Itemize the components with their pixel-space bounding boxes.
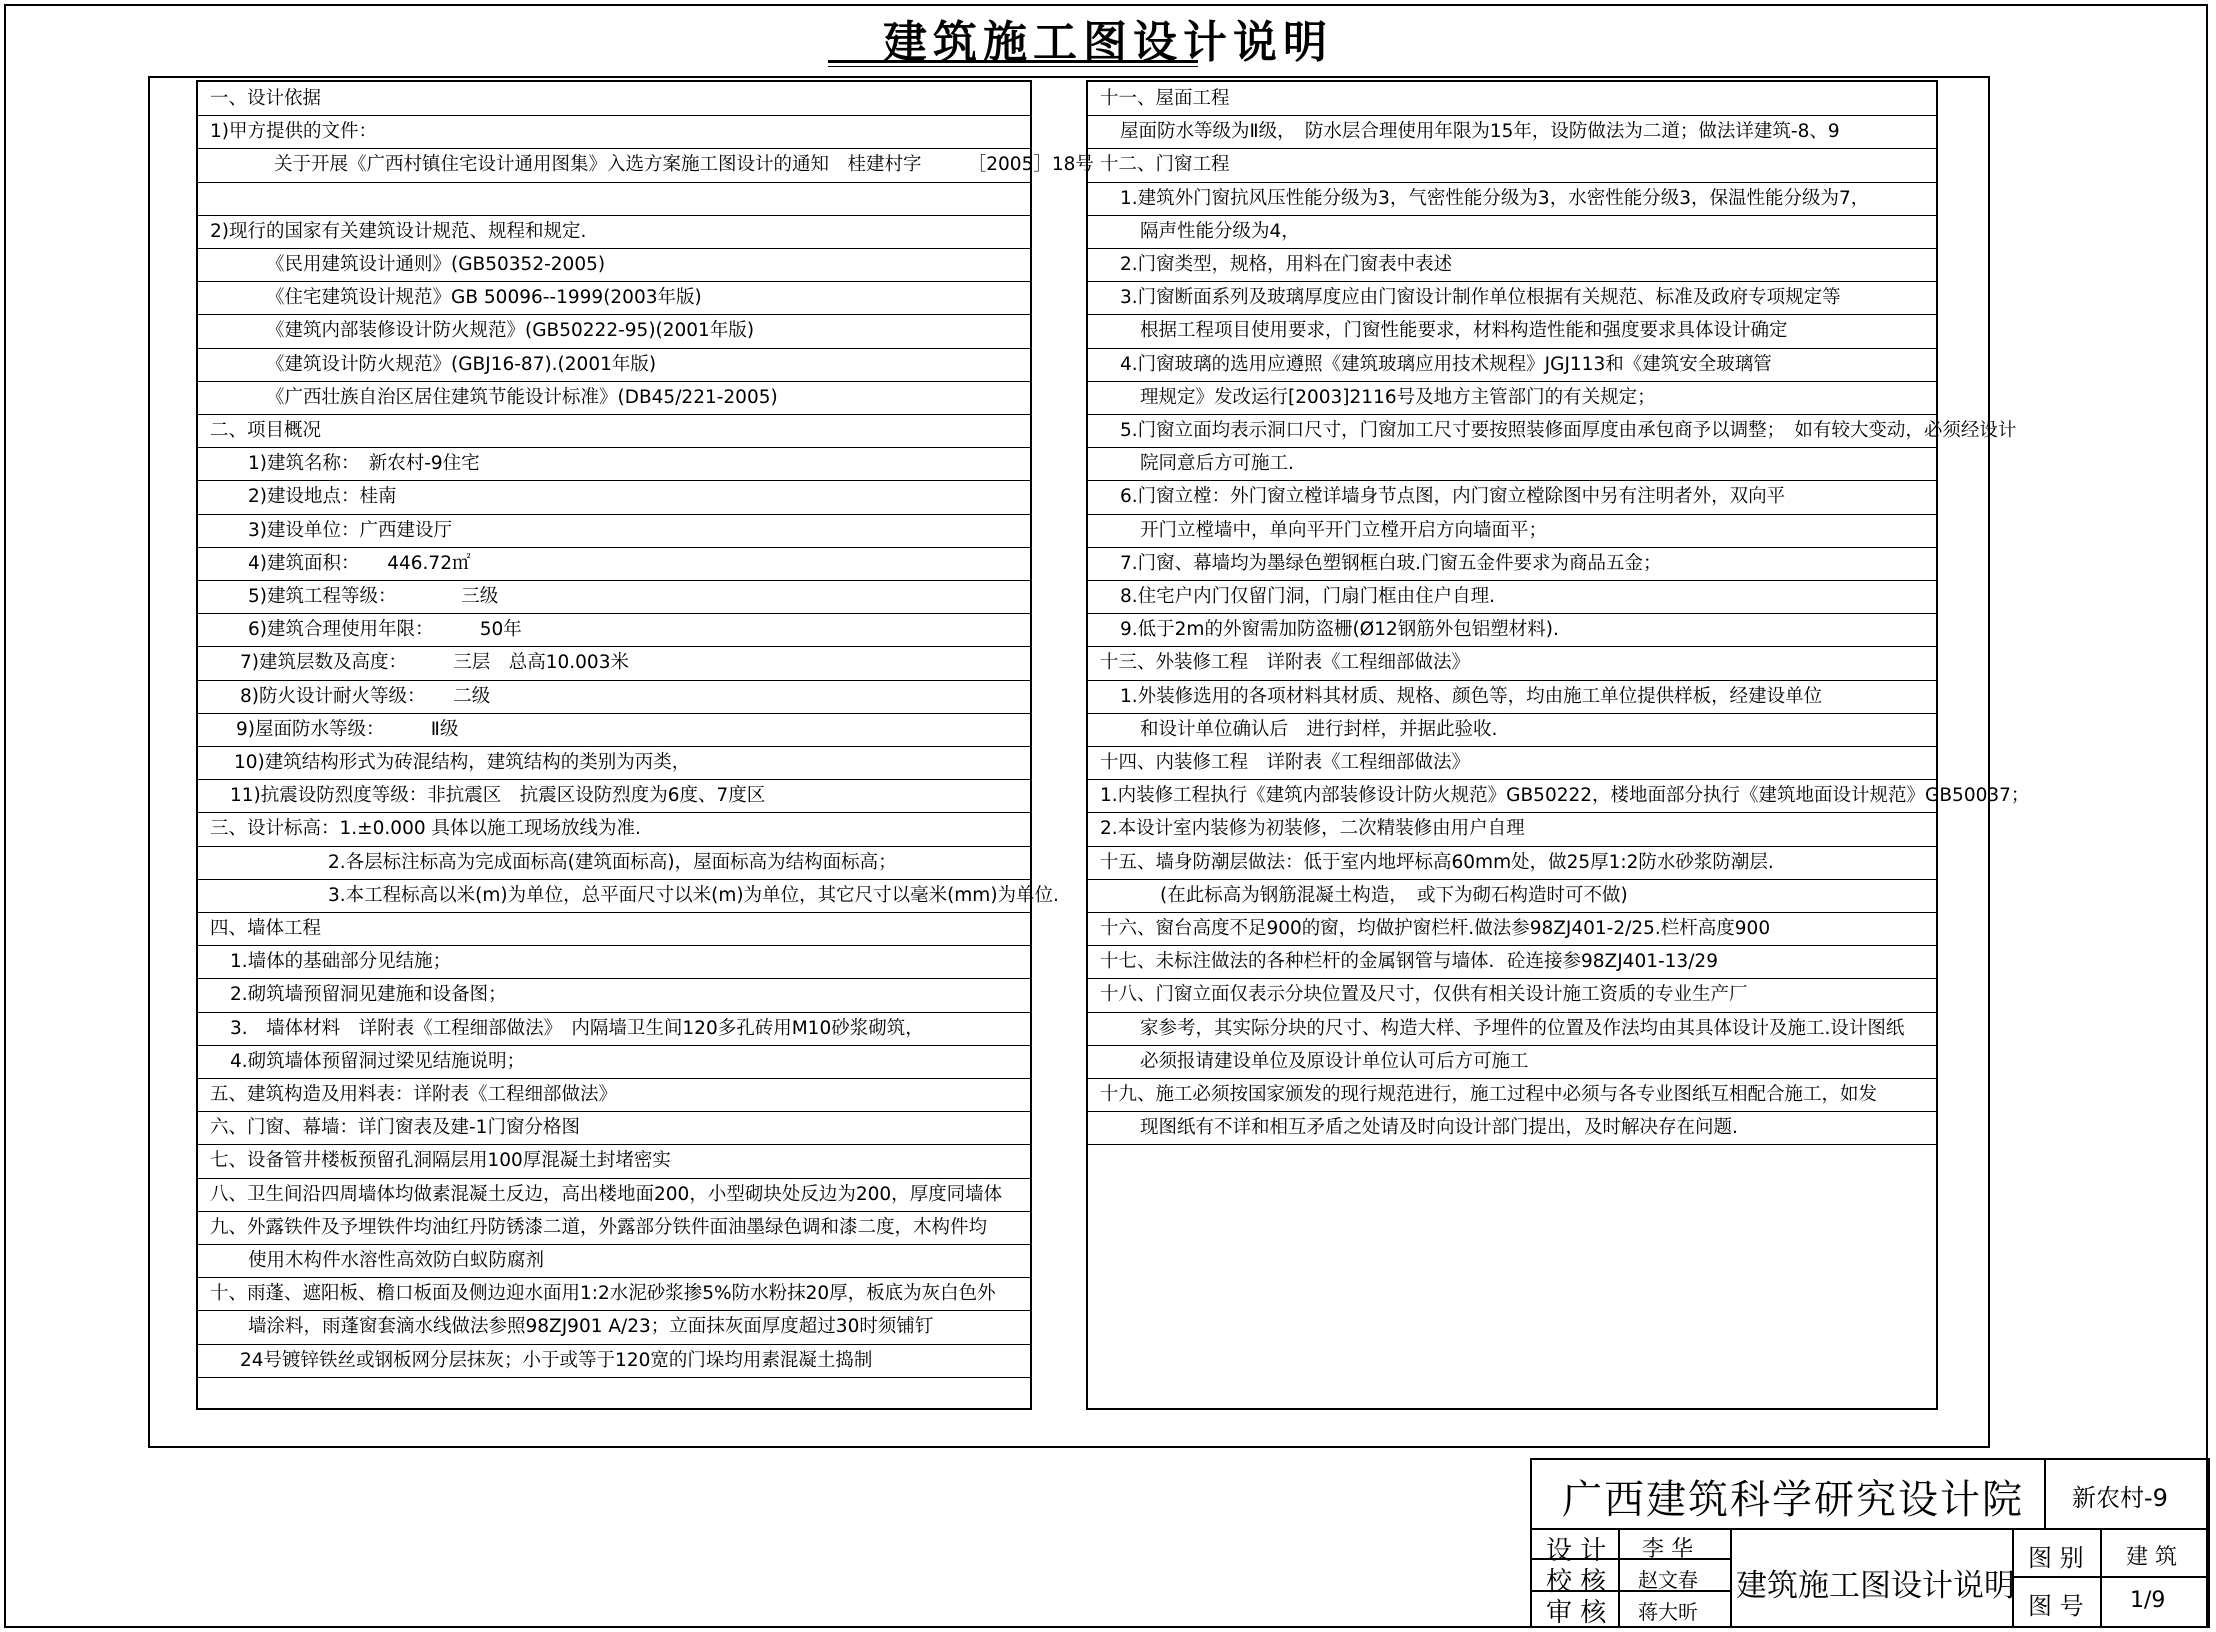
note-text: 使用木构件水溶性高效防白蚁防腐剂 bbox=[248, 1250, 545, 1271]
note-text: 关于开展《广西村镇住宅设计通用图集》入选方案施工图设计的通知 桂建村字 ［2005］18号 bbox=[274, 154, 1094, 176]
note-text: 2)现行的国家有关建筑设计规范、规程和规定. bbox=[210, 220, 587, 242]
note-row bbox=[198, 314, 1030, 348]
note-text: 8.住宅户内门仅留门洞，门扇门框由住户自理. bbox=[1120, 586, 1496, 607]
note-text: 5.门窗立面均表示洞口尺寸，门窗加工尺寸要按照装修面厚度由承包商予以调整； 如有较大变动，必须经设计 bbox=[1120, 420, 2017, 441]
note-text: 五、建筑构造及用料表：详附表《工程细部做法》 bbox=[210, 1084, 618, 1105]
note-text: 3. 墙体材料 详附表《工程细部做法》 内隔墙卫生间120多孔砖用M10砂浆砌筑， bbox=[230, 1017, 924, 1039]
number-value: 1/9 bbox=[2130, 1588, 2166, 1613]
note-row bbox=[198, 1344, 1030, 1378]
note-row bbox=[198, 215, 1030, 249]
note-text: 6.门窗立樘：外门窗立樘详墙身节点图，内门窗立樘除图中另有注明者外，双向平 bbox=[1120, 486, 1786, 508]
note-row bbox=[1088, 414, 2017, 448]
note-text: 2.砌筑墙预留洞见建施和设备图； bbox=[230, 984, 507, 1006]
note-text: 3)建设单位：广西建设厅 bbox=[248, 519, 452, 541]
note-text: 八、卫生间沿四周墙体均做素混凝土反边，高出楼地面200，小型砌块处反边为200，厚度同墙体 bbox=[210, 1183, 1003, 1205]
note-row bbox=[1088, 480, 1936, 514]
note-text: 4.砌筑墙体预留洞过梁见结施说明； bbox=[230, 1050, 526, 1072]
review-name: 蒋大昕 bbox=[1638, 1600, 1698, 1624]
note-text: 1)甲方提供的文件： bbox=[210, 121, 377, 143]
tb-hline bbox=[2012, 1576, 2208, 1578]
note-row bbox=[1088, 945, 1936, 979]
note-text: 9.低于2m的外窗需加防盗栅(Ø12钢筋外包铝塑材料). bbox=[1120, 619, 1559, 641]
note-text: 墙涂料，雨蓬窗套滴水线做法参照98ZJ901 A/23；立面抹灰面厚度超过30时须铺钉 bbox=[248, 1316, 934, 1338]
note-row bbox=[1088, 248, 1936, 282]
note-text: 《建筑内部装修设计防火规范》(GB50222-95)(2001年版) bbox=[266, 320, 755, 342]
note-row bbox=[198, 414, 1030, 448]
note-text: 3.本工程标高以米(m)为单位，总平面尺寸以米(m)为单位，其它尺寸以毫米(mm)为单位. bbox=[328, 884, 1059, 906]
note-row bbox=[1088, 514, 1936, 548]
note-row bbox=[1088, 148, 1936, 182]
note-text: 隔声性能分级为4， bbox=[1140, 220, 1300, 242]
note-text: 开门立樘墙中，单向平开门立樘开启方向墙面平； bbox=[1140, 519, 1548, 541]
note-text: 10)建筑结构形式为砖混结构，建筑结构的类别为丙类， bbox=[234, 752, 691, 773]
left-notes-panel bbox=[196, 80, 1094, 1410]
design-name: 李 华 bbox=[1642, 1537, 1693, 1562]
note-text: 三、设计标高：1.±0.000 具体以施工现场放线为准. bbox=[210, 818, 641, 840]
category-label: 图 别 bbox=[2028, 1544, 2084, 1572]
note-row bbox=[198, 1045, 1030, 1079]
note-row bbox=[1088, 613, 1936, 647]
note-text: (在此标高为钢筋混凝土构造， 或下为砌石构造时可不做) bbox=[1160, 884, 1628, 906]
note-row bbox=[1088, 580, 1936, 614]
check-name: 赵文春 bbox=[1638, 1568, 1698, 1592]
note-text: 《广西壮族自治区居住建筑节能设计标准》(DB45/221-2005) bbox=[266, 386, 778, 408]
note-row bbox=[198, 1211, 1030, 1245]
note-row bbox=[198, 613, 1030, 647]
note-row bbox=[1088, 1111, 1936, 1145]
note-text: 九、外露铁件及予埋铁件均油红丹防锈漆二道，外露部分铁件面油墨绿色调和漆二度，木构件均 bbox=[210, 1216, 988, 1238]
note-row bbox=[198, 1144, 1030, 1178]
note-text: 《民用建筑设计通则》(GB50352-2005) bbox=[266, 254, 606, 275]
note-text: 2.门窗类型，规格，用料在门窗表中表述 bbox=[1120, 254, 1453, 275]
note-row bbox=[1088, 348, 1936, 382]
note-row bbox=[1088, 381, 1936, 415]
note-text: 2)建设地点：桂南 bbox=[248, 486, 397, 508]
note-row bbox=[198, 248, 1030, 282]
note-text: 必须报请建设单位及原设计单位认可后方可施工 bbox=[1140, 1050, 1529, 1072]
note-text: 屋面防水等级为Ⅱ级， 防水层合理使用年限为15年，设防做法为二道；做法详建筑-8、9 bbox=[1120, 121, 1840, 143]
note-text: 11)抗震设防烈度等级：非抗震区 抗震区设防烈度为6度、7度区 bbox=[230, 785, 766, 807]
note-text: 十八、门窗立面仅表示分块位置及尺寸，仅供有相关设计施工资质的专业生产厂 bbox=[1100, 984, 1748, 1006]
note-text: 7.门窗、幕墙均为墨绿色塑钢框白玻.门窗五金件要求为商品五金； bbox=[1120, 552, 1662, 574]
note-row bbox=[1088, 1045, 1936, 1079]
note-text: 1)建筑名称： 新农村-9住宅 bbox=[248, 453, 480, 475]
institute-name: 广西建筑科学研究设计院 bbox=[1562, 1477, 2024, 1523]
note-text: 现图纸有不详和相互矛盾之处请及时向设计部门提出，及时解决存在问题. bbox=[1140, 1117, 1738, 1139]
note-text: 1.内装修工程执行《建筑内部装修设计防火规范》GB50222，楼地面部分执行《建筑地面设计规范》GB50037； bbox=[1100, 785, 2030, 807]
title-underline-thin bbox=[828, 66, 1198, 67]
note-text: 十、雨蓬、遮阳板、檐口板面及侧边迎水面用1:2水泥砂浆掺5%防水粉抹20厚，板底为灰白色外 bbox=[210, 1283, 996, 1305]
note-row bbox=[198, 148, 1094, 182]
note-text: 二、项目概况 bbox=[210, 420, 322, 441]
note-row bbox=[198, 1244, 1030, 1278]
note-text: 十一、屋面工程 bbox=[1100, 88, 1230, 109]
note-row bbox=[198, 812, 1030, 846]
note-row bbox=[1088, 215, 1936, 249]
tb-vline bbox=[1618, 1528, 1620, 1626]
note-row bbox=[198, 879, 1059, 913]
note-row bbox=[198, 514, 1030, 548]
category-value: 建 筑 bbox=[2126, 1545, 2177, 1570]
sheet-title: 建筑施工图设计说明 bbox=[1736, 1568, 2015, 1604]
note-text: 四、墙体工程 bbox=[210, 918, 322, 939]
note-text: 24号镀锌铁丝或钢板网分层抹灰；小于或等于120宽的门垛均用素混凝土捣制 bbox=[240, 1349, 873, 1371]
note-text: 6)建筑合理使用年限： 50年 bbox=[248, 619, 522, 641]
note-row bbox=[198, 547, 1030, 581]
note-row bbox=[198, 115, 1030, 149]
tb-hline bbox=[1532, 1528, 2044, 1530]
note-text: 十三、外装修工程 详附表《工程细部做法》 bbox=[1100, 652, 1471, 674]
note-row bbox=[198, 580, 1030, 614]
tb-hline bbox=[2044, 1528, 2208, 1530]
note-text: 3.门窗断面系列及玻璃厚度应由门窗设计制作单位根据有关规范、标准及政府专项规定等 bbox=[1120, 287, 1841, 309]
note-text: 《住宅建筑设计规范》GB 50096--1999(2003年版) bbox=[266, 287, 702, 309]
note-row bbox=[198, 1310, 1030, 1344]
note-text: 院同意后方可施工. bbox=[1140, 453, 1294, 475]
tb-vline bbox=[2044, 1460, 2046, 1528]
tb-vline bbox=[1730, 1528, 1732, 1626]
note-text: 和设计单位确认后 进行封样，并据此验收. bbox=[1140, 718, 1498, 740]
note-row bbox=[198, 912, 1030, 946]
right-notes-panel bbox=[1086, 80, 2030, 1410]
note-text: 4)建筑面积： 446.72㎡ bbox=[248, 552, 471, 574]
note-row bbox=[198, 746, 1030, 780]
check-label: 校 核 bbox=[1546, 1567, 1607, 1597]
design-label: 设 计 bbox=[1546, 1536, 1607, 1566]
note-text: 4.门窗玻璃的选用应遵照《建筑玻璃应用技术规程》JGJ113和《建筑安全玻璃管 bbox=[1120, 353, 1772, 375]
note-text: 根据工程项目使用要求，门窗性能要求，材料构造性能和强度要求具体设计确定 bbox=[1140, 320, 1788, 342]
note-row bbox=[198, 646, 1030, 680]
note-text: 1.外装修选用的各项材料其材质、规格、颜色等，均由施工单位提供样板，经建设单位 bbox=[1120, 685, 1823, 707]
title-underline bbox=[828, 60, 1198, 63]
note-text: 8)防火设计耐火等级： 二级 bbox=[240, 685, 491, 707]
note-text: 2.本设计室内装修为初装修，二次精装修由用户自理 bbox=[1100, 818, 1525, 840]
note-row bbox=[198, 978, 1030, 1012]
note-row bbox=[198, 1178, 1030, 1212]
note-row bbox=[198, 1078, 1030, 1112]
note-row bbox=[1088, 82, 1936, 116]
drawing-title: 建筑施工图设计说明 bbox=[883, 17, 1333, 68]
title-block bbox=[1530, 1458, 2210, 1628]
note-row bbox=[1088, 812, 1936, 846]
note-row bbox=[1088, 314, 1936, 348]
note-row bbox=[198, 1277, 1030, 1311]
note-text: 家参考，其实际分块的尺寸、构造大样、予埋件的位置及作法均由其具体设计及施工.设计图纸 bbox=[1140, 1017, 1905, 1039]
note-row bbox=[1088, 912, 1936, 946]
note-row bbox=[1088, 281, 1936, 315]
note-row bbox=[198, 779, 1030, 813]
note-row bbox=[198, 281, 1030, 315]
note-row bbox=[1088, 680, 1936, 714]
note-text: 十六、窗台高度不足900的窗，均做护窗栏杆.做法参98ZJ401-2/25.栏杆高度900 bbox=[1100, 918, 1771, 939]
note-row bbox=[1088, 1078, 1936, 1112]
note-row bbox=[1088, 846, 1936, 880]
note-text: 《建筑设计防火规范》(GBJ16-87).(2001年版) bbox=[266, 353, 657, 375]
note-text: 1.墙体的基础部分见结施； bbox=[230, 951, 452, 973]
project-name: 新农村-9 bbox=[2072, 1484, 2168, 1512]
note-text: 七、设备管井楼板预留孔洞隔层用100厚混凝土封堵密实 bbox=[210, 1150, 671, 1172]
note-row bbox=[1088, 779, 2030, 813]
note-text: 一、设计依据 bbox=[210, 88, 322, 109]
note-row bbox=[1088, 182, 1936, 216]
note-row bbox=[198, 447, 1030, 481]
note-text: 理规定》发改运行[2003]2116号及地方主管部门的有关规定； bbox=[1140, 386, 1656, 408]
note-row bbox=[1088, 447, 1936, 481]
note-text: 9)屋面防水等级： Ⅱ级 bbox=[236, 718, 459, 740]
note-row bbox=[198, 846, 1030, 880]
note-row bbox=[1088, 713, 1936, 747]
note-row bbox=[1088, 978, 1936, 1012]
tb-vline bbox=[2100, 1528, 2102, 1626]
review-label: 审 核 bbox=[1546, 1598, 1607, 1628]
note-row bbox=[1088, 746, 1936, 780]
note-row bbox=[198, 713, 1030, 747]
note-text: 十九、施工必须按国家颁发的现行规范进行，施工过程中必须与各专业图纸互相配合施工，如发 bbox=[1100, 1084, 1878, 1105]
note-text: 十二、门窗工程 bbox=[1100, 154, 1230, 176]
note-row bbox=[198, 680, 1030, 714]
note-row bbox=[1088, 646, 1936, 680]
note-row bbox=[1088, 879, 1936, 913]
note-text: 六、门窗、幕墙：详门窗表及建-1门窗分格图 bbox=[210, 1117, 580, 1139]
note-row bbox=[198, 480, 1030, 514]
note-row bbox=[198, 348, 1030, 382]
note-row bbox=[198, 945, 1030, 979]
note-text: 1.建筑外门窗抗风压性能分级为3，气密性能分级为3，水密性能分级3，保温性能分级为7， bbox=[1120, 187, 1870, 209]
note-row bbox=[1088, 115, 1936, 149]
note-row bbox=[198, 82, 1030, 116]
note-text: 十五、墙身防潮层做法：低于室内地坪标高60mm处，做25厚1:2防水砂浆防潮层. bbox=[1100, 851, 1774, 873]
note-row bbox=[198, 381, 1030, 415]
note-text: 2.各层标注标高为完成面标高(建筑面标高)，屋面标高为结构面标高； bbox=[328, 851, 897, 873]
number-label: 图 号 bbox=[2028, 1592, 2084, 1620]
note-text: 5)建筑工程等级： 三级 bbox=[248, 586, 499, 607]
note-row bbox=[198, 182, 1030, 216]
note-row bbox=[198, 1111, 1030, 1145]
note-row bbox=[198, 1012, 1030, 1046]
note-text: 十七、未标注做法的各种栏杆的金属钢管与墙体．砼连接参98ZJ401-13/29 bbox=[1100, 951, 1718, 973]
note-row bbox=[1088, 1012, 1936, 1046]
note-text: 十四、内装修工程 详附表《工程细部做法》 bbox=[1100, 752, 1471, 773]
note-row bbox=[1088, 547, 1936, 581]
note-text: 7)建筑层数及高度： 三层 总高10.003米 bbox=[240, 652, 629, 674]
